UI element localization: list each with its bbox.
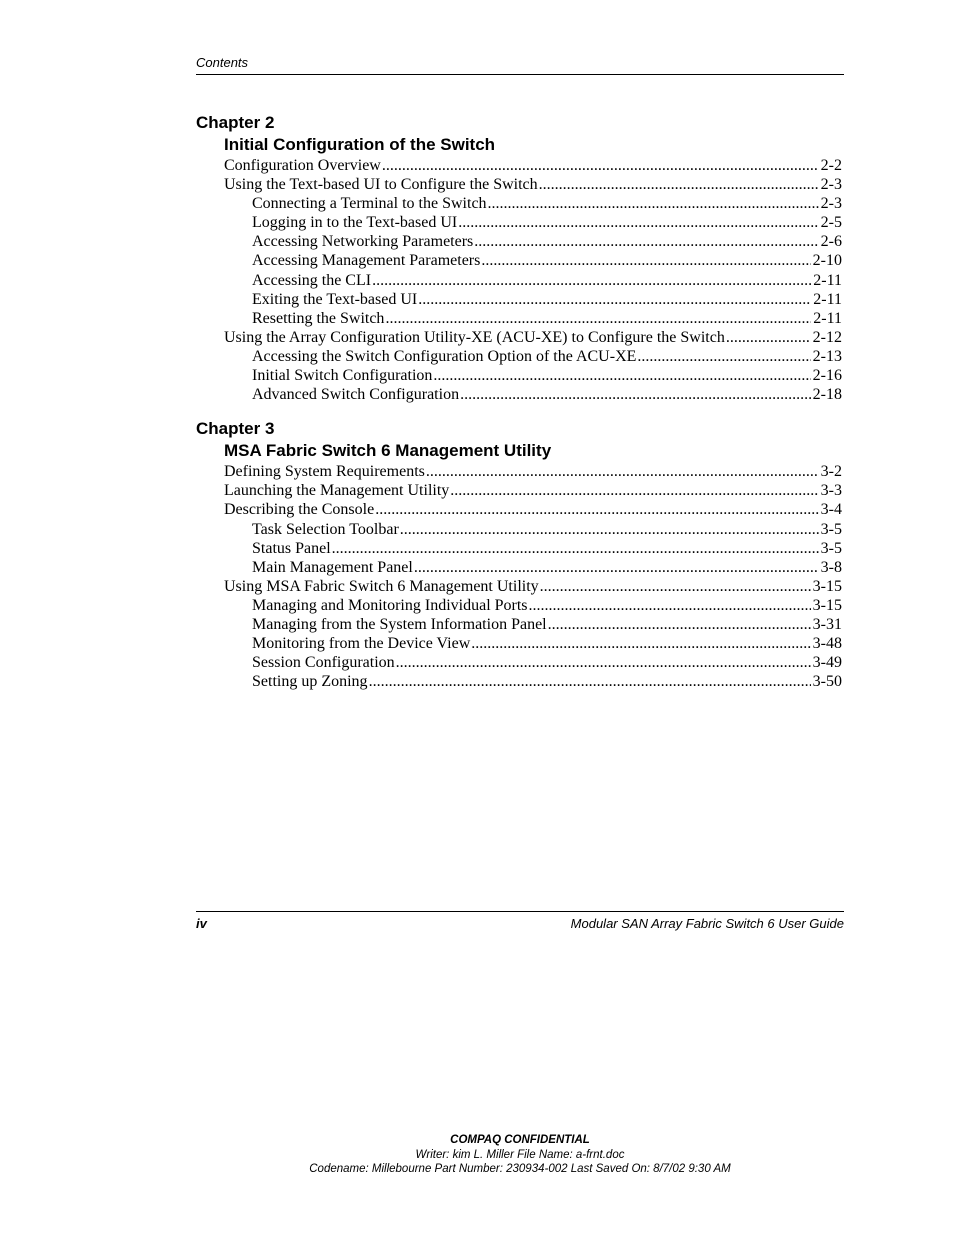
toc-entry-title: Exiting the Text-based UI — [252, 290, 418, 308]
toc-entry[interactable] — [196, 213, 842, 232]
toc-entry[interactable] — [196, 539, 842, 558]
dot-leader — [474, 232, 818, 251]
toc-entry-title: Accessing Networking Parameters — [252, 233, 474, 251]
toc-entry[interactable] — [196, 615, 842, 634]
toc-entry-title: Accessing the CLI — [252, 271, 372, 289]
toc-entry[interactable] — [196, 232, 842, 251]
dot-leader — [726, 328, 811, 347]
toc-entry-title: Session Configuration — [252, 654, 395, 672]
toc-entry-page: 3-5 — [820, 539, 842, 557]
toc-entry-title: Defining System Requirements — [224, 463, 425, 481]
toc-entry-title: Advanced Switch Configuration — [252, 386, 460, 404]
toc-entry[interactable] — [196, 175, 842, 194]
toc-entry-page: 2-11 — [813, 271, 842, 289]
toc-entry-title: Status Panel — [252, 539, 331, 557]
confidential-title: COMPAQ CONFIDENTIAL — [450, 1134, 590, 1146]
toc-entry-title: Configuration Overview — [224, 157, 381, 174]
dot-leader — [375, 500, 818, 519]
dot-leader — [414, 558, 819, 577]
chapter-label: Chapter 2 — [196, 113, 275, 132]
toc-entry-title: Initial Switch Configuration — [252, 367, 433, 385]
dot-leader — [637, 347, 810, 366]
toc-entry-page: 2-11 — [813, 290, 842, 308]
toc-entry[interactable] — [196, 385, 842, 404]
dot-leader — [458, 213, 818, 232]
toc-entry-page: 3-4 — [820, 501, 842, 519]
toc-entry[interactable] — [196, 328, 842, 347]
dot-leader — [418, 290, 811, 309]
toc-entry[interactable] — [196, 577, 842, 596]
toc-entry-title: Launching the Management Utility — [224, 482, 450, 500]
chapter-title: MSA Fabric Switch 6 Management Utility — [224, 441, 552, 461]
chapter-section — [196, 418, 842, 691]
toc-entry-page: 2-6 — [820, 233, 842, 251]
toc-entry-title: Logging in to the Text-based UI — [252, 214, 458, 232]
toc-entry-page: 2-5 — [820, 214, 842, 232]
dot-leader — [385, 309, 811, 328]
dot-leader — [400, 520, 819, 539]
toc-entry-page: 2-11 — [813, 309, 842, 327]
toc-entry[interactable] — [196, 271, 842, 290]
toc-entry[interactable] — [196, 596, 842, 615]
chapter-entries — [196, 462, 842, 691]
toc-entry-page: 2-2 — [820, 157, 842, 174]
toc-entry[interactable] — [196, 347, 842, 366]
toc-entry-page: 2-16 — [812, 367, 842, 385]
dot-leader — [382, 156, 819, 175]
toc-entry-title: Accessing Management Parameters — [252, 252, 481, 270]
toc-entry-page: 2-13 — [812, 347, 842, 365]
toc-entry-page: 3-8 — [820, 558, 842, 576]
toc-entry-page: 2-12 — [812, 328, 842, 346]
toc-entry[interactable] — [196, 156, 842, 175]
header-text: Contents — [196, 55, 249, 70]
dot-leader — [332, 539, 819, 558]
toc-entry[interactable] — [196, 194, 842, 213]
page-header — [196, 54, 844, 75]
toc-entry-page: 3-31 — [812, 615, 842, 633]
toc-entry-page: 3-15 — [812, 577, 842, 595]
toc-entry-page: 3-5 — [820, 520, 842, 538]
chapter-entries — [196, 156, 842, 404]
dot-leader — [372, 271, 811, 290]
toc-entry[interactable] — [196, 634, 842, 653]
dot-leader — [539, 175, 819, 194]
toc-entry-title: Accessing the Switch Configuration Option of the ACU-XE — [252, 347, 637, 365]
toc-entry-title: Using the Array Configuration Utility-XE (ACU-XE) to Configure the Switch — [224, 328, 725, 346]
dot-leader — [529, 596, 811, 615]
toc-entry-page: 3-48 — [812, 635, 842, 653]
toc-entry[interactable] — [196, 462, 842, 481]
confidential-notice — [196, 1133, 844, 1177]
codename-line: Codename: Millebourne Part Number: 230934-002 Last Saved On: 8/7/02 9:30 AM — [309, 1163, 731, 1175]
toc-entry-title: Describing the Console — [224, 501, 375, 519]
chapter-label: Chapter 3 — [196, 419, 275, 439]
page-number: iv — [196, 916, 207, 931]
chapter-title: Initial Configuration of the Switch — [224, 135, 496, 154]
toc-entry[interactable] — [196, 672, 842, 691]
toc-entry-title: Task Selection Toolbar — [252, 520, 399, 538]
dot-leader — [540, 577, 811, 596]
toc-entry[interactable] — [196, 481, 842, 500]
toc-entry[interactable] — [196, 558, 842, 577]
writer-line: Writer: kim L. Miller File Name: a-frnt.doc — [415, 1148, 625, 1161]
toc-entry-page: 2-3 — [820, 195, 842, 213]
dot-leader — [396, 653, 811, 672]
toc-entry-page: 2-3 — [820, 176, 842, 194]
toc-entry-title: Resetting the Switch — [252, 309, 385, 327]
dot-leader — [471, 634, 810, 653]
toc-entry-title: Using the Text-based UI to Configure the Switch — [224, 176, 538, 194]
toc-entry-page: 3-49 — [812, 654, 842, 672]
toc-entry-title: Setting up Zoning — [252, 673, 368, 691]
toc-entry[interactable] — [196, 500, 842, 519]
chapter-section — [196, 112, 842, 404]
dot-leader — [460, 385, 811, 404]
toc-entry-title: Managing and Monitoring Individual Ports — [252, 596, 528, 614]
dot-leader — [488, 194, 819, 213]
table-of-contents — [196, 112, 842, 705]
toc-entry-page: 3-15 — [812, 596, 842, 614]
toc-entry-title: Using MSA Fabric Switch 6 Management Utility — [224, 577, 539, 595]
toc-entry-page: 3-2 — [820, 463, 842, 481]
toc-entry[interactable] — [196, 251, 842, 270]
toc-entry[interactable] — [196, 290, 842, 309]
toc-entry[interactable] — [196, 520, 842, 539]
dot-leader — [426, 462, 819, 481]
toc-entry-title: Connecting a Terminal to the Switch — [252, 195, 487, 213]
toc-entry-page: 3-3 — [820, 482, 842, 500]
toc-entry-page: 2-18 — [812, 386, 842, 404]
toc-entry-title: Managing from the System Information Panel — [252, 615, 547, 633]
toc-entry-page: 2-10 — [812, 252, 842, 270]
toc-entry[interactable] — [196, 366, 842, 385]
toc-entry-title: Main Management Panel — [252, 558, 413, 576]
toc-entry[interactable] — [196, 653, 842, 672]
dot-leader — [369, 672, 811, 691]
book-title: Modular SAN Array Fabric Switch 6 User Guide — [570, 916, 844, 931]
dot-leader — [450, 481, 818, 500]
toc-entry-page: 3-50 — [812, 673, 842, 691]
dot-leader — [433, 366, 810, 385]
page-footer — [196, 911, 844, 933]
dot-leader — [481, 251, 810, 270]
toc-entry-title: Monitoring from the Device View — [252, 635, 471, 653]
dot-leader — [548, 615, 811, 634]
toc-entry[interactable] — [196, 309, 842, 328]
